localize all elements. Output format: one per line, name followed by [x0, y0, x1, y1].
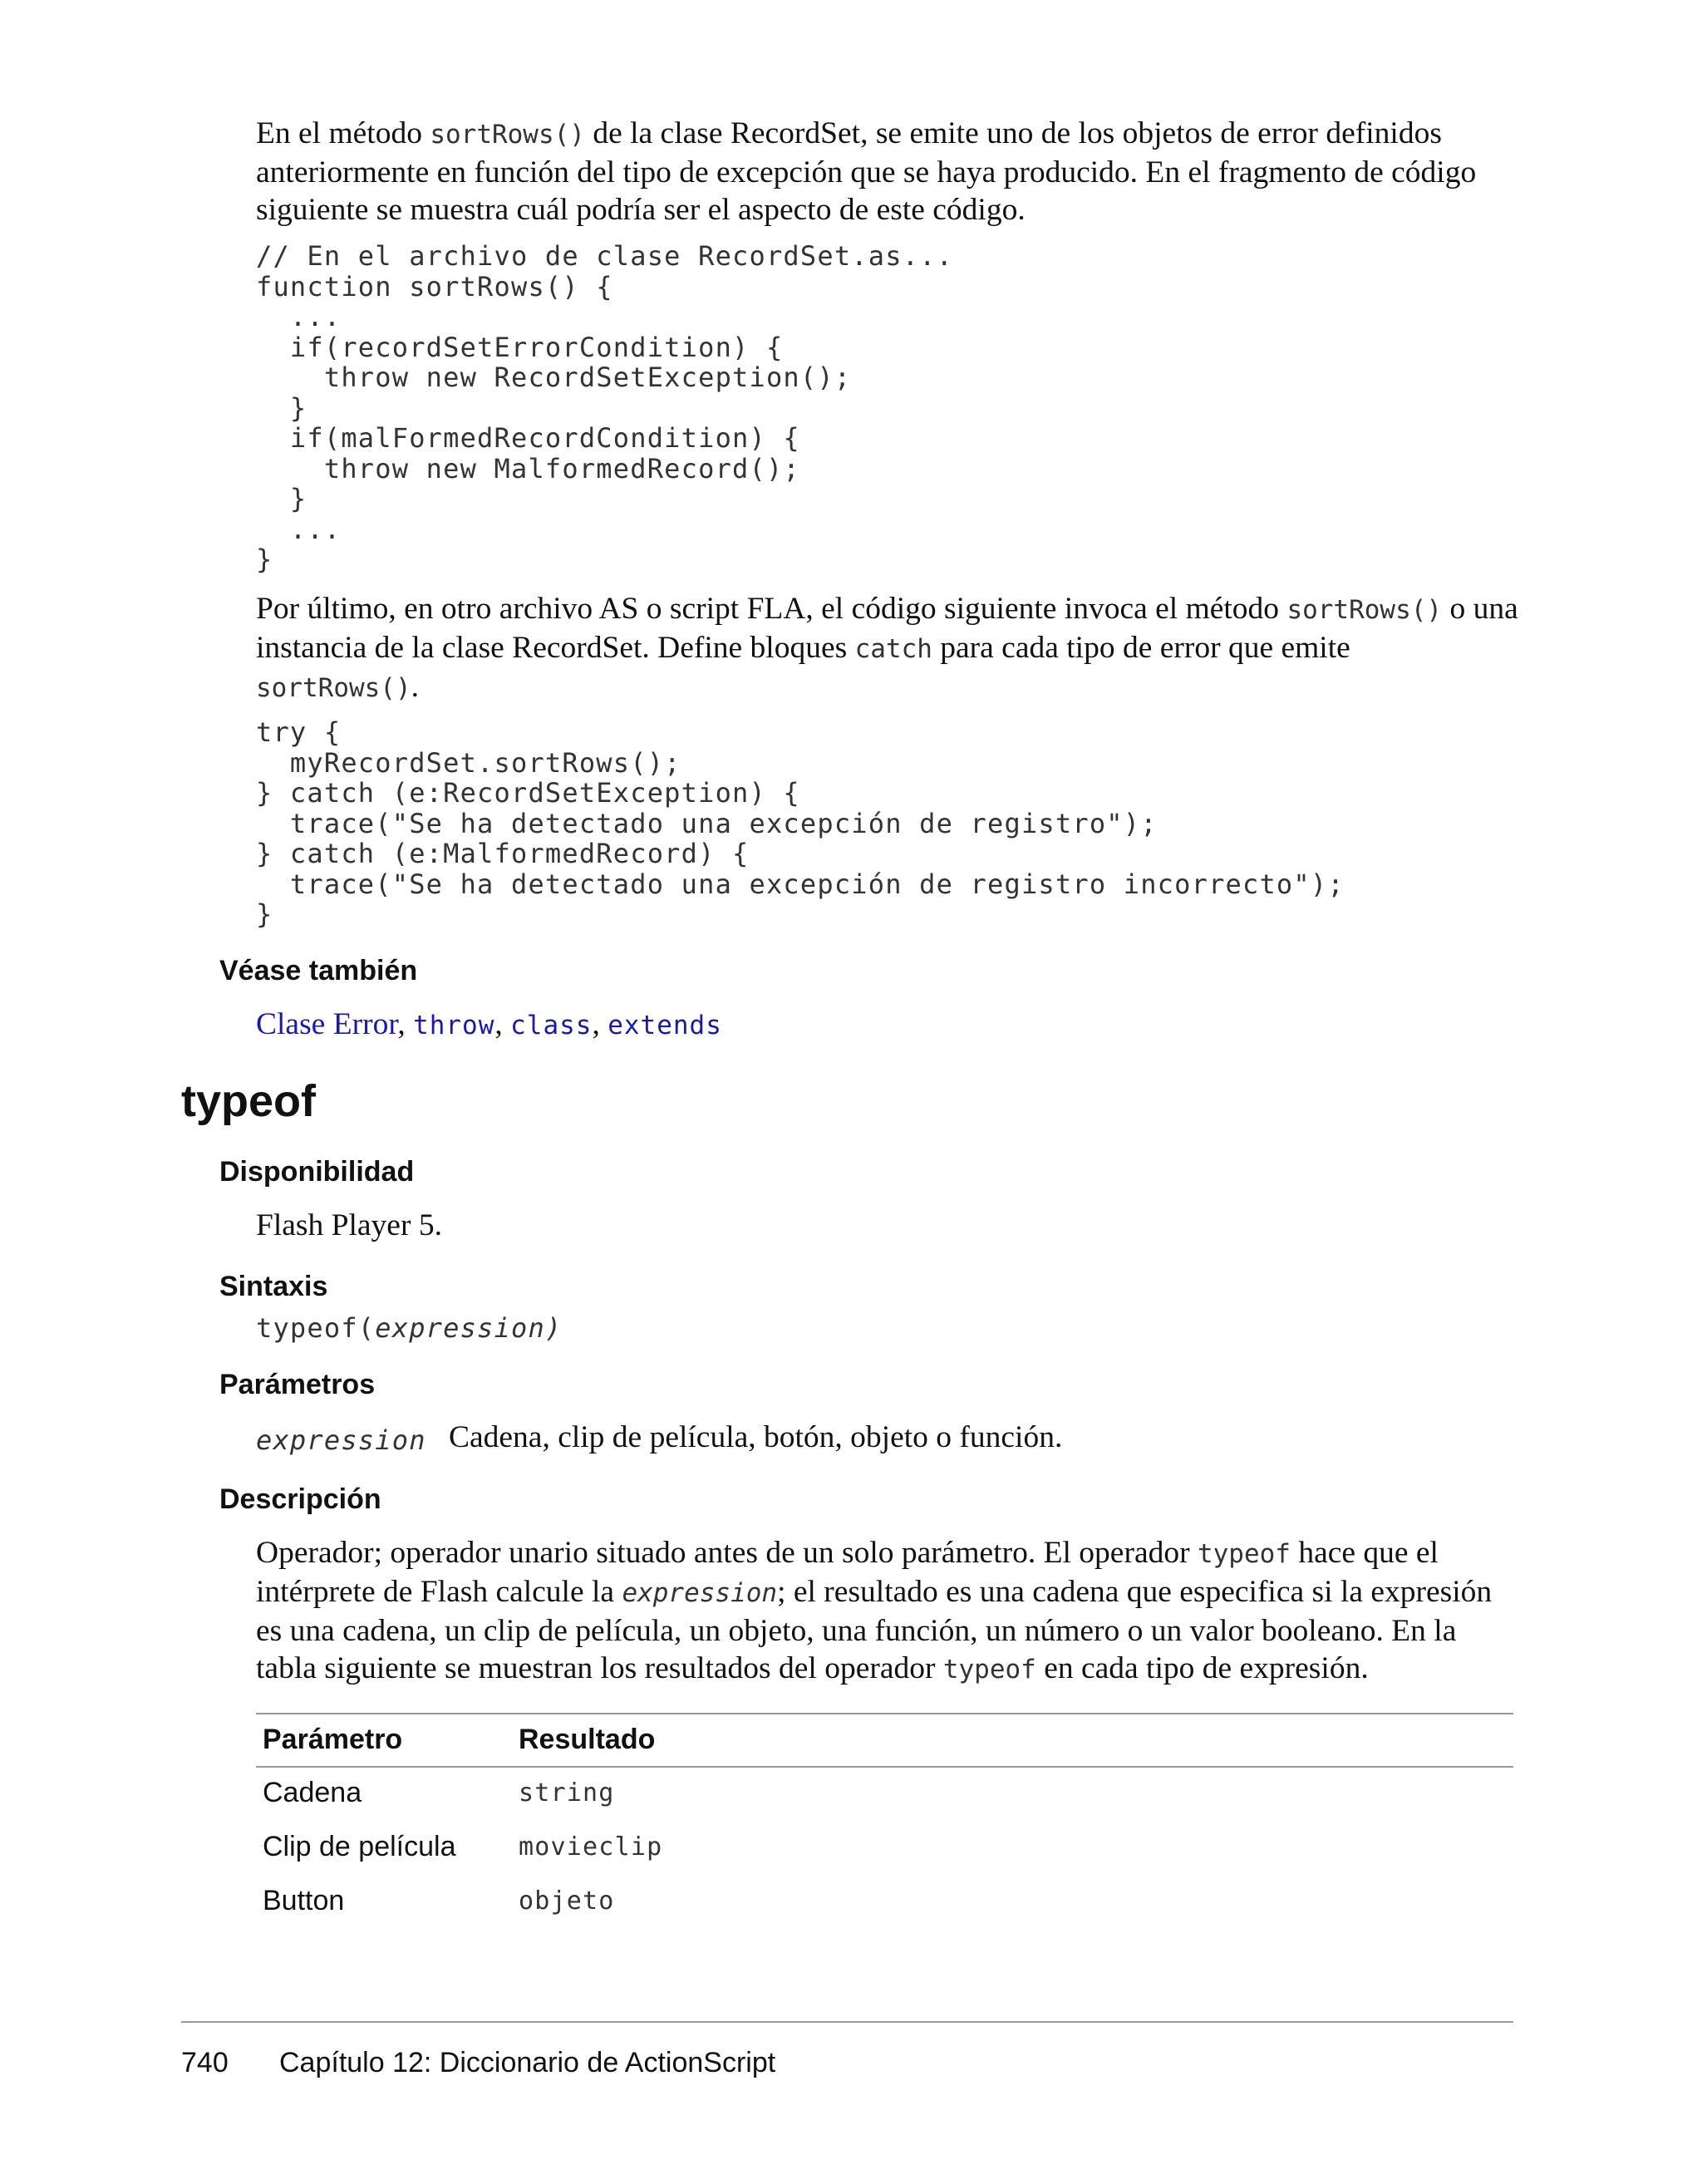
- table-header-parameter: Parámetro: [263, 1724, 403, 1755]
- link-separator: ,: [592, 1007, 608, 1041]
- table-cell-result: objeto: [519, 1886, 615, 1916]
- intro-text: de la clase RecordSet, se emite uno de los objetos de error definidos anteriormente en función del tipo de excepción que se haya producido. En el fragmento de código siguiente se muestra cuál podría ser el aspecto de este código.: [256, 116, 1477, 227]
- table-cell-parameter: Cadena: [263, 1777, 362, 1808]
- paragraph-text: o una instancia de la clase RecordSet. Define bloques: [256, 592, 1518, 665]
- description-text: Operador; operador unario situado antes de un solo parámetro. El operador: [256, 1536, 1198, 1570]
- link-extends[interactable]: extends: [608, 1011, 722, 1040]
- parameters-heading: Parámetros: [219, 1369, 376, 1400]
- availability-text: Flash Player 5.: [256, 1208, 442, 1242]
- inline-code: sortRows(): [1286, 595, 1443, 625]
- syntax-code: [256, 1313, 562, 1344]
- description-paragraph: [256, 1534, 1519, 1689]
- link-separator: ,: [397, 1007, 414, 1041]
- intro-text: En el método: [256, 116, 430, 150]
- availability-heading: Disponibilidad: [219, 1156, 415, 1188]
- see-also-heading: Véase también: [219, 955, 418, 986]
- table-cell-result: string: [519, 1778, 615, 1808]
- table-cell-result: movieclip: [519, 1832, 663, 1862]
- inline-code: sortRows(): [256, 673, 411, 703]
- parameter-description: Cadena, clip de película, botón, objeto o función.: [449, 1420, 1063, 1454]
- syntax-function: typeof(: [256, 1312, 376, 1344]
- inline-code: typeof: [942, 1655, 1036, 1685]
- link-throw[interactable]: throw: [413, 1011, 495, 1040]
- table-cell-parameter: Clip de película: [263, 1831, 456, 1862]
- see-also-links: [256, 1006, 1519, 1045]
- inline-code: typeof: [1197, 1539, 1291, 1569]
- paragraph-text: Por último, en otro archivo AS o script FLA, el código siguiente invoca el método: [256, 592, 1287, 626]
- description-text: en cada tipo de expresión.: [1035, 1651, 1369, 1685]
- entry-title: typeof: [181, 1076, 316, 1126]
- parameter-name: expression: [256, 1424, 426, 1456]
- inline-code: expression: [622, 1578, 778, 1608]
- paragraph-text: .: [411, 670, 420, 704]
- link-separator: ,: [494, 1007, 511, 1041]
- table-cell-parameter: Button: [263, 1885, 345, 1916]
- table-header-rule: [256, 1766, 1513, 1768]
- usage-paragraph: [256, 590, 1519, 707]
- syntax-argument: expression: [375, 1312, 545, 1344]
- description-heading: Descripción: [219, 1483, 381, 1515]
- footer-rule: [181, 2021, 1513, 2023]
- table-top-rule: [256, 1713, 1513, 1714]
- description-text: hace que el intérprete de Flash calcule la: [256, 1536, 1439, 1609]
- link-error-class[interactable]: Clase Error: [256, 1007, 398, 1041]
- code-block-recordset: // En el archivo de clase RecordSet.as... function sortRows() { ... if(recordSetErrorCondition) { throw new RecordSetException(); } if(malFormedRecordCondition) { throw new MalformedRecord(); } ... }: [256, 240, 954, 575]
- paragraph-text: para cada tipo de error que emite: [932, 631, 1350, 665]
- code-block-try-catch: try { myRecordSet.sortRows(); } catch (e:RecordSetException) { trace("Se ha detectado una excepción de registro"); } catch (e:MalformedRecord) { trace("Se ha detectado una excepción de registro incorrecto"); }: [256, 716, 1345, 930]
- syntax-close: ): [544, 1312, 563, 1344]
- inline-code: sortRows(): [430, 120, 585, 150]
- table-header-result: Resultado: [519, 1724, 656, 1755]
- page-number: 740: [181, 2047, 229, 2078]
- syntax-heading: Sintaxis: [219, 1271, 328, 1302]
- inline-code: catch: [854, 634, 932, 664]
- link-class[interactable]: class: [510, 1011, 593, 1040]
- chapter-title: Capítulo 12: Diccionario de ActionScript: [279, 2047, 776, 2078]
- description-text: ; el resultado es una cadena que especifica si la expresión es una cadena, un clip de película, un objeto, una función, un número o un valor booleano. En la tabla siguiente se muestran los resultados del operador: [256, 1575, 1493, 1685]
- intro-paragraph: [256, 115, 1519, 229]
